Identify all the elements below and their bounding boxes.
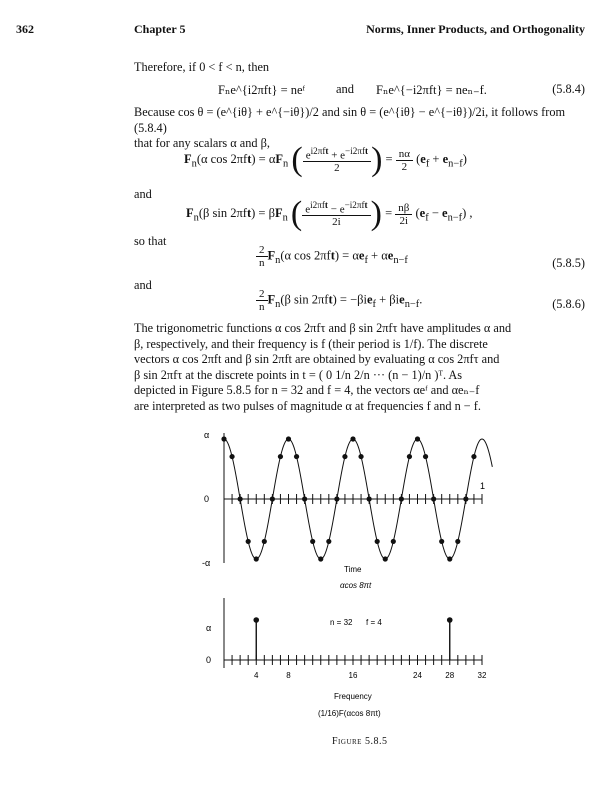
freq-tick-label: 32: [477, 671, 487, 680]
sample-point: [270, 496, 275, 501]
running-title: Norms, Inner Products, and Orthogonality: [366, 22, 585, 36]
time-xlabel: Time: [344, 565, 362, 574]
paragraph-because: Because cos θ = (e^{iθ} + e^{−iθ})/2 and sin θ = (e^{iθ} − e^{−iθ})/2i, it follows from (5.8.4) that for any scalars α and β,: [134, 105, 566, 150]
freq-tick-label: 4: [254, 671, 259, 680]
sample-point: [423, 454, 428, 459]
eq-586: $\frac{2}{n}$ $F_n(\beta$ sin 2πft) = −βie$_f$ + βie$_{n-f}$.: [256, 288, 422, 313]
sample-point: [439, 539, 444, 544]
eq-number-586: (5.8.6): [552, 297, 585, 311]
sample-point: [334, 496, 339, 501]
eq-585: $\frac{2}{n}$ $F_n(\alpha$ $\cos 2\pi ft) = \alpha e_f + \alpha e_{n-f}$: [256, 244, 408, 269]
page-number: 362: [16, 22, 34, 36]
paragraph-intro: Therefore, if 0 < f < n, then: [134, 60, 270, 74]
freq-tick-label: 16: [348, 671, 358, 680]
freq-chart-title: (1/16)F(αcos 8πt): [318, 709, 381, 718]
sample-point: [294, 454, 299, 459]
sample-point: [367, 496, 372, 501]
pulse-head: [447, 617, 453, 623]
eq-584-left: Fₙe^{i2πft} = neᶠ: [218, 83, 306, 97]
freq-tick-label: 24: [413, 671, 422, 680]
sample-point: [415, 436, 420, 441]
time-ytick-zero: 0: [204, 494, 210, 504]
sample-point: [447, 556, 452, 561]
sample-point: [383, 556, 388, 561]
sample-point: [310, 539, 315, 544]
sample-point: [399, 496, 404, 501]
time-domain-chart: [190, 425, 510, 605]
sample-point: [246, 539, 251, 544]
freq-xlabel: Frequency: [334, 692, 372, 701]
eq-number-584: (5.8.4): [552, 82, 585, 96]
sample-point: [326, 539, 331, 544]
eq-584-and: and: [336, 82, 355, 96]
and-label-1: and: [134, 187, 152, 201]
sample-point: [407, 454, 412, 459]
sample-point: [358, 454, 363, 459]
eq-cos-transform: $F_n(\alpha$ $\cos 2\pi ft) = \alpha F_n$ ( $\frac{e^{i2\pi ft} + e^{-i2\pi ft}}{2}$ ) = $\frac{n\alpha}{2}$ $(e_f + e_{n-f})$: [184, 141, 467, 178]
time-ytick-neg-alpha: -α: [202, 558, 211, 568]
freq-tick-label: 8: [286, 671, 291, 680]
sample-point: [229, 454, 234, 459]
sample-point: [302, 496, 307, 501]
sample-point: [375, 539, 380, 544]
frequency-domain-chart: [190, 592, 510, 732]
freq-annotation-n: n = 32: [330, 618, 353, 627]
pulse-head: [253, 617, 259, 623]
sample-point: [455, 539, 460, 544]
sample-point: [278, 454, 283, 459]
sample-point: [221, 436, 226, 441]
and-label-2: and: [134, 278, 152, 292]
eq-sin-transform: $F_n(\beta$ $\sin 2\pi ft) = \beta F_n$ ( $\frac{e^{i2\pi ft} - e^{-i2\pi ft}}{2i}$ ) = $\frac{n\beta}{2i}$ $(e_f - e_{n-f})$ ,: [186, 195, 473, 232]
freq-tick-label: 28: [445, 671, 455, 680]
time-xend-label: 1: [480, 481, 486, 491]
freq-annotation-f: f = 4: [366, 618, 382, 627]
sample-point: [238, 496, 243, 501]
sample-point: [463, 496, 468, 501]
paragraph-trig: The trigonometric functions α cos 2πfτ and β sin 2πfτ have amplitudes α and β, respectively, and their frequency is f (their period is 1/f). The discrete vectors α cos 2πft and β sin 2πft are obtained by evaluating α cos 2πfτ and β sin 2πfτ at the discrete points in t = ( 0 1/n 2/n ··· (n − 1)/n )ᵀ. As depicted in Figure 5.8.5 for n = 32 and f = 4, the vectors αeᶠ and αeₙ₋f are interpreted as two pulses of magnitude α at frequencies f and n − f.: [134, 321, 512, 413]
eq-584-right: Fₙe^{−i2πft} = neₙ₋f.: [376, 83, 487, 97]
sample-point: [318, 556, 323, 561]
time-ytick-alpha: α: [204, 430, 210, 440]
sample-point: [262, 539, 267, 544]
so-that-label: so that: [134, 234, 167, 248]
eq-number-585: (5.8.5): [552, 256, 585, 270]
chapter-label: Chapter 5: [134, 22, 186, 36]
sample-point: [342, 454, 347, 459]
sample-point: [286, 436, 291, 441]
sample-point: [431, 496, 436, 501]
freq-ytick-zero: 0: [206, 655, 212, 665]
sample-point: [254, 556, 259, 561]
sample-point: [350, 436, 355, 441]
figure-caption: Figure 5.8.5: [332, 736, 388, 747]
freq-ytick-alpha: α: [206, 623, 212, 633]
sample-point: [391, 539, 396, 544]
sample-point: [471, 454, 476, 459]
time-chart-title: αcos 8πt: [340, 581, 372, 590]
